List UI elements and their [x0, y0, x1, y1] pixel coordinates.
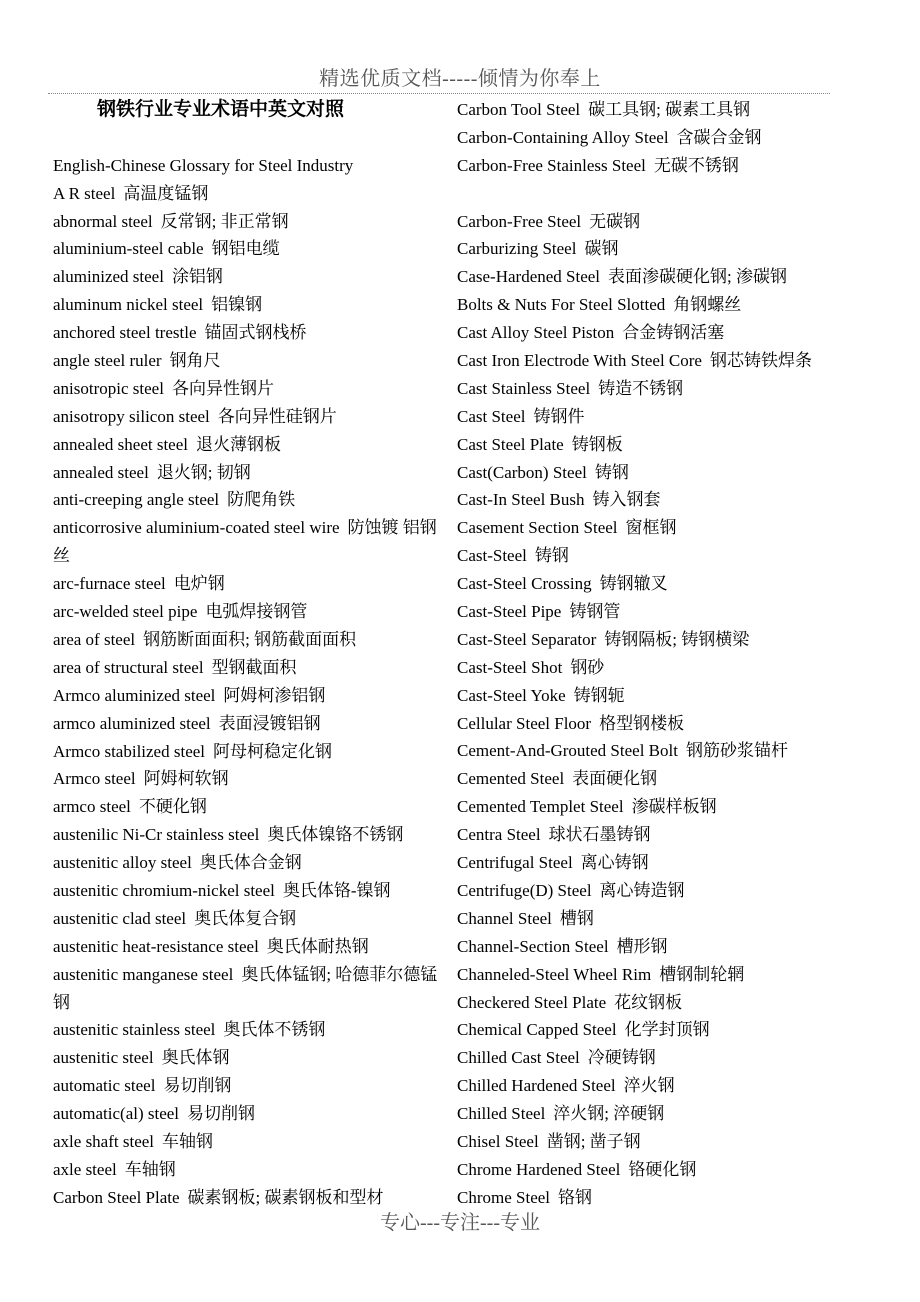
english-term: A R steel: [53, 183, 116, 203]
chinese-term: 铸钢管: [569, 602, 621, 622]
chinese-term: 电弧焊接钢管: [205, 602, 308, 622]
spacer: [457, 180, 897, 208]
glossary-entry: [457, 208, 897, 236]
glossary-title: 钢铁行业专业术语中英文对照: [97, 99, 345, 120]
english-term: Checkered Steel Plate: [457, 992, 607, 1012]
english-term: Chrome Steel: [457, 1187, 551, 1207]
english-term: austenitic stainless steel: [53, 1020, 216, 1040]
english-term: anti-creeping angle steel: [53, 490, 220, 510]
english-term: anchored steel trestle: [53, 323, 197, 343]
glossary-entry: [457, 486, 897, 514]
right-column: [457, 96, 897, 1212]
english-term: Cast-Steel Separator: [457, 629, 597, 649]
chinese-term: 奥氏体不锈钢: [223, 1020, 326, 1040]
chinese-term: 铸钢件: [533, 406, 585, 426]
glossary-entry: [53, 514, 443, 570]
glossary-entry: [457, 1156, 897, 1184]
english-term: Armco stabilized steel: [53, 741, 206, 761]
glossary-entry: [457, 152, 897, 180]
chinese-term: 易切削钢: [187, 1104, 256, 1124]
glossary-entry: [53, 459, 443, 487]
glossary-subtitle: English-Chinese Glossary for Steel Industry: [53, 155, 354, 175]
english-term: Cast Iron Electrode With Steel Core: [457, 351, 702, 371]
glossary-entry: [457, 375, 897, 403]
chinese-term: 易切削钢: [163, 1076, 232, 1096]
chinese-term: 铸入钢套: [592, 490, 661, 510]
glossary-entry: [457, 1128, 897, 1156]
chinese-term: 防爬角铁: [227, 490, 296, 510]
spacer: [53, 124, 443, 152]
glossary-entry: [53, 1016, 443, 1044]
glossary-entry: [53, 654, 443, 682]
english-term: aluminum nickel steel: [53, 295, 204, 315]
glossary-entry: [457, 459, 897, 487]
english-term: Cast Steel: [457, 406, 526, 426]
right-entry-list: [457, 96, 897, 1212]
english-term: axle shaft steel: [53, 1132, 155, 1152]
chinese-term: 铬钢: [558, 1187, 593, 1207]
glossary-entry: [53, 1156, 443, 1184]
english-term: Channel-Section Steel: [457, 936, 609, 956]
chinese-term: 球状石墨铸钢: [548, 825, 651, 845]
glossary-entry: [457, 849, 897, 877]
chinese-term: 退火薄钢板: [196, 434, 281, 454]
english-term: austenitic manganese steel: [53, 964, 234, 984]
english-term: Chilled Cast Steel: [457, 1048, 580, 1068]
english-term: Bolts & Nuts For Steel Slotted: [457, 295, 666, 315]
glossary-entry: [457, 514, 897, 542]
chinese-term: 涂铝钢: [171, 267, 223, 287]
chinese-term: 表面渗碳硬化钢; 渗碳钢: [608, 267, 788, 287]
english-term: Armco aluminized steel: [53, 685, 216, 705]
glossary-entry: [457, 403, 897, 431]
glossary-entry: [53, 347, 443, 375]
chinese-term: 表面硬化钢: [572, 769, 658, 789]
glossary-entry: [53, 570, 443, 598]
english-term: Cast-Steel Crossing: [457, 574, 592, 594]
chinese-term: 奥氏体锰钢; 哈德菲尔德锰钢: [53, 964, 438, 1012]
glossary-entry: [53, 765, 443, 793]
chinese-term: 凿钢; 凿子钢: [546, 1131, 641, 1151]
chinese-term: 离心铸造钢: [599, 880, 685, 900]
english-term: Case-Hardened Steel: [457, 267, 601, 287]
chinese-term: 电炉钢: [173, 574, 225, 594]
chinese-term: 阿母柯稳定化钢: [213, 741, 333, 761]
chinese-term: 防蚀镀 铝钢丝: [53, 518, 437, 566]
chinese-term: 奥氏体复合钢: [194, 908, 297, 928]
english-term: Centrifugal Steel: [457, 853, 573, 873]
glossary-entry: [53, 263, 443, 291]
chinese-term: 窗框钢: [625, 518, 677, 538]
glossary-entry: [457, 1016, 897, 1044]
chinese-term: 化学封顶钢: [624, 1020, 710, 1040]
glossary-entry: [457, 598, 897, 626]
english-term: Channeled-Steel Wheel Rim: [457, 964, 652, 984]
chinese-term: 铸钢: [594, 462, 629, 482]
glossary-entry: [53, 208, 443, 236]
chinese-term: 退火钢; 韧钢: [156, 462, 251, 482]
glossary-entry: [53, 961, 443, 1017]
glossary-entry: [53, 291, 443, 319]
english-term: Cast(Carbon) Steel: [457, 462, 587, 482]
glossary-entry: [53, 793, 443, 821]
chinese-term: 钢筋砂浆锚杆: [685, 741, 788, 761]
chinese-term: 奥氏体钢: [161, 1048, 230, 1068]
chinese-term: 反常钢; 非正常钢: [160, 211, 289, 231]
english-term: Channel Steel: [457, 908, 552, 928]
glossary-entry: [457, 654, 897, 682]
chinese-term: 铸钢: [534, 546, 569, 566]
chinese-term: 阿姆柯软钢: [143, 769, 229, 789]
chinese-term: 铸钢板: [571, 434, 623, 454]
glossary-entry: [53, 905, 443, 933]
chinese-term: 角钢螺丝: [673, 295, 742, 315]
glossary-entry: [457, 682, 897, 710]
english-term: arc-furnace steel: [53, 574, 166, 594]
english-term: abnormal steel: [53, 211, 153, 231]
english-term: Chemical Capped Steel: [457, 1020, 617, 1040]
english-term: austenitic heat-resistance steel: [53, 936, 259, 956]
glossary-entry: [457, 905, 897, 933]
chinese-term: 钢砂: [570, 657, 605, 677]
chinese-term: 槽形钢: [616, 936, 668, 956]
glossary-entry: [457, 1100, 897, 1128]
chinese-term: 阿姆柯渗铝钢: [223, 685, 326, 705]
english-term: Centrifuge(D) Steel: [457, 880, 592, 900]
glossary-entry: [457, 989, 897, 1017]
chinese-term: 型钢截面积: [211, 657, 297, 677]
glossary-entry: [53, 598, 443, 626]
header-rule: [48, 93, 830, 94]
english-term: Centra Steel: [457, 825, 541, 845]
glossary-entry: [457, 793, 897, 821]
english-term: Carburizing Steel: [457, 239, 577, 259]
chinese-term: 钢筋断面面积; 钢筋截面面积: [143, 629, 357, 649]
english-term: automatic(al) steel: [53, 1104, 180, 1124]
english-term: Casement Section Steel: [457, 518, 618, 538]
english-term: Cellular Steel Floor: [457, 713, 592, 733]
glossary-entry: [457, 96, 897, 124]
left-entry-list: [53, 180, 443, 1212]
glossary-entry: [457, 124, 897, 152]
chinese-term: 高温度锰钢: [123, 183, 209, 203]
english-term: armco steel: [53, 797, 131, 817]
english-term: Cast-Steel Pipe: [457, 602, 562, 622]
english-term: anisotropic steel: [53, 378, 164, 398]
chinese-term: 无碳钢: [589, 211, 641, 231]
english-term: austenilic Ni-Cr stainless steel: [53, 825, 260, 845]
english-term: area of structural steel: [53, 657, 204, 677]
glossary-entry: [53, 486, 443, 514]
chinese-term: 槽钢: [559, 908, 594, 928]
glossary-entry: [457, 765, 897, 793]
glossary-entry: [457, 1072, 897, 1100]
english-term: Carbon-Free Stainless Steel: [457, 155, 646, 175]
glossary-entry: [53, 375, 443, 403]
glossary-entry: [457, 319, 897, 347]
chinese-term: 钢角尺: [169, 351, 221, 371]
english-term: Carbon-Free Steel: [457, 211, 582, 231]
chinese-term: 铸钢辙叉: [599, 574, 668, 594]
chinese-term: 钢芯铸铁焊条: [709, 351, 812, 371]
english-term: angle steel ruler: [53, 351, 162, 371]
glossary-entry: [457, 737, 897, 765]
english-term: Chilled Hardened Steel: [457, 1076, 616, 1096]
chinese-term: 渗碳样板钢: [631, 797, 717, 817]
english-term: anticorrosive aluminium-coated steel wire: [53, 518, 340, 538]
glossary-entry: [53, 1072, 443, 1100]
english-term: Cast Alloy Steel Piston: [457, 323, 615, 343]
glossary-entry: [53, 877, 443, 905]
chinese-term: 车轴钢: [162, 1132, 214, 1152]
chinese-term: 车轴钢: [124, 1159, 176, 1179]
glossary-entry: [457, 821, 897, 849]
english-term: anisotropy silicon steel: [53, 406, 210, 426]
chinese-term: 离心铸钢: [580, 853, 649, 873]
english-term: annealed sheet steel: [53, 434, 188, 454]
glossary-entry: [53, 626, 443, 654]
chinese-term: 奥氏体合金钢: [199, 853, 302, 873]
glossary-entry: [53, 431, 443, 459]
english-term: austenitic steel: [53, 1048, 154, 1068]
english-term: Cast-Steel Yoke: [457, 685, 566, 705]
glossary-entry: [53, 682, 443, 710]
glossary-entry: [457, 877, 897, 905]
chinese-term: 铸造不锈钢: [598, 378, 684, 398]
page-footer: 专心---专注---专业: [380, 1212, 540, 1234]
english-term: Chilled Steel: [457, 1104, 546, 1124]
chinese-term: 表面浸镀铝钢: [218, 713, 321, 733]
english-term: Cemented Steel: [457, 769, 565, 789]
chinese-term: 锚固式钢栈桥: [204, 323, 307, 343]
english-term: arc-welded steel pipe: [53, 602, 198, 622]
glossary-entry: [457, 961, 897, 989]
glossary-entry: [53, 1100, 443, 1128]
english-term: Carbon-Containing Alloy Steel: [457, 127, 669, 147]
chinese-term: 碳素钢板; 碳素钢板和型材: [187, 1187, 384, 1207]
english-term: austenitic alloy steel: [53, 853, 192, 873]
english-term: Cast-In Steel Bush: [457, 490, 585, 510]
glossary-entry: [53, 319, 443, 347]
glossary-entry: [457, 1044, 897, 1072]
chinese-term: 格型钢楼板: [599, 713, 685, 733]
chinese-term: 奥氏体镍铬不锈钢: [267, 825, 404, 845]
glossary-entry: [457, 570, 897, 598]
glossary-entry: [53, 821, 443, 849]
english-term: aluminized steel: [53, 267, 164, 287]
english-term: Carbon Tool Steel: [457, 100, 581, 119]
glossary-entry: [53, 180, 443, 208]
glossary-entry: [457, 626, 897, 654]
chinese-term: 铸钢隔板; 铸钢横梁: [604, 629, 750, 649]
english-term: Cast-Steel Shot: [457, 657, 563, 677]
glossary-entry: [457, 710, 897, 738]
glossary-entry: [53, 235, 443, 263]
english-term: austenitic clad steel: [53, 908, 187, 928]
chinese-term: 冷硬铸钢: [587, 1048, 656, 1068]
chinese-term: 碳工具钢; 碳素工具钢: [588, 100, 751, 119]
chinese-term: 铸钢轭: [573, 685, 625, 705]
page-header: 精选优质文档-----倾情为你奉上: [319, 68, 601, 90]
english-term: Cast-Steel: [457, 546, 527, 566]
english-term: Cast Stainless Steel: [457, 378, 591, 398]
chinese-term: 奥氏体耐热钢: [266, 936, 369, 956]
chinese-term: 各向异性钢片: [171, 378, 274, 398]
english-term: Armco steel: [53, 769, 136, 789]
glossary-entry: [457, 933, 897, 961]
chinese-term: 钢铝电缆: [211, 239, 280, 259]
chinese-term: 淬火钢: [623, 1076, 675, 1096]
glossary-entry: [53, 403, 443, 431]
chinese-term: 花纹钢板: [614, 992, 683, 1012]
english-term: area of steel: [53, 629, 136, 649]
english-term: austenitic chromium-nickel steel: [53, 880, 275, 900]
english-term: Cast Steel Plate: [457, 434, 564, 454]
glossary-entry: [457, 263, 897, 291]
chinese-term: 不硬化钢: [138, 797, 207, 817]
chinese-term: 铬硬化钢: [628, 1159, 697, 1179]
glossary-entry: [53, 1044, 443, 1072]
english-term: armco aluminized steel: [53, 713, 211, 733]
english-term: Chrome Hardened Steel: [457, 1159, 621, 1179]
glossary-entry: [457, 542, 897, 570]
glossary-entry: [53, 933, 443, 961]
english-term: annealed steel: [53, 462, 149, 482]
chinese-term: 淬火钢; 淬硬钢: [553, 1104, 665, 1124]
english-term: axle steel: [53, 1159, 117, 1179]
glossary-entry: [457, 235, 897, 263]
glossary-entry: [53, 849, 443, 877]
chinese-term: 碳钢: [584, 239, 619, 259]
glossary-entry: [457, 291, 897, 319]
chinese-term: 槽钢制轮辋: [659, 964, 745, 984]
glossary-entry: [457, 347, 897, 375]
english-term: Carbon Steel Plate: [53, 1187, 180, 1207]
english-term: Chisel Steel: [457, 1131, 539, 1151]
chinese-term: 无碳不锈钢: [653, 155, 739, 175]
glossary-entry: [457, 431, 897, 459]
chinese-term: 铝镍钢: [211, 295, 263, 315]
chinese-term: 奥氏体铬-镍钢: [282, 880, 391, 900]
chinese-term: 含碳合金钢: [676, 127, 762, 147]
english-term: aluminium-steel cable: [53, 239, 204, 259]
english-term: Cemented Templet Steel: [457, 797, 624, 817]
glossary-entry: [53, 1128, 443, 1156]
english-term: automatic steel: [53, 1076, 156, 1096]
glossary-entry: [53, 738, 443, 766]
left-column: [53, 96, 443, 1212]
english-term: Cement-And-Grouted Steel Bolt: [457, 741, 678, 761]
chinese-term: 合金铸钢活塞: [622, 323, 725, 343]
glossary-entry: [53, 710, 443, 738]
chinese-term: 各向异性硅钢片: [217, 406, 337, 426]
